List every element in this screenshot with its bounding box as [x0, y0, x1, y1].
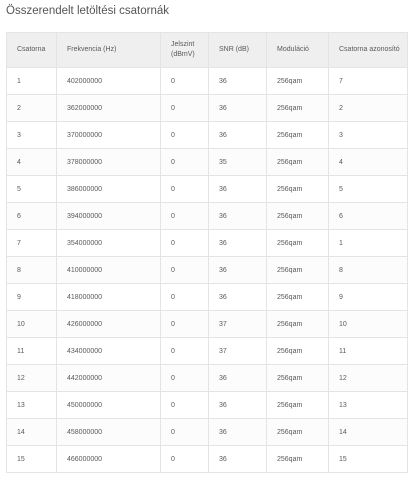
cell-power: 0	[161, 203, 209, 230]
cell-frequency: 410000000	[57, 257, 161, 284]
cell-channel: 9	[7, 284, 57, 311]
cell-channel-id: 6	[329, 203, 408, 230]
cell-modulation: 256qam	[267, 257, 329, 284]
section-title: Összerendelt letöltési csatornák	[6, 5, 169, 17]
cell-channel: 14	[7, 419, 57, 446]
cell-frequency: 450000000	[57, 392, 161, 419]
cell-power: 0	[161, 149, 209, 176]
cell-channel-id: 11	[329, 338, 408, 365]
cell-snr: 36	[209, 257, 267, 284]
cell-power: 0	[161, 95, 209, 122]
header-power	[161, 33, 209, 68]
cell-modulation: 256qam	[267, 203, 329, 230]
cell-channel-id: 1	[329, 230, 408, 257]
cell-snr: 36	[209, 203, 267, 230]
table-row	[7, 311, 408, 338]
table-header	[7, 33, 408, 68]
cell-channel: 6	[7, 203, 57, 230]
cell-channel: 12	[7, 365, 57, 392]
cell-channel-id: 3	[329, 122, 408, 149]
header-channel-id: Csatorna azonosító	[329, 33, 408, 68]
cell-channel: 5	[7, 176, 57, 203]
cell-snr: 36	[209, 95, 267, 122]
cell-frequency: 354000000	[57, 230, 161, 257]
table-row	[7, 203, 408, 230]
cell-modulation: 256qam	[267, 176, 329, 203]
cell-channel-id: 10	[329, 311, 408, 338]
cell-snr: 36	[209, 230, 267, 257]
cell-modulation: 256qam	[267, 446, 329, 473]
cell-frequency: 378000000	[57, 149, 161, 176]
table-row	[7, 446, 408, 473]
cell-power: 0	[161, 176, 209, 203]
cell-power: 0	[161, 68, 209, 95]
cell-modulation: 256qam	[267, 392, 329, 419]
cell-channel: 11	[7, 338, 57, 365]
cell-channel: 1	[7, 68, 57, 95]
cell-modulation: 256qam	[267, 122, 329, 149]
cell-snr: 37	[209, 311, 267, 338]
cell-frequency: 370000000	[57, 122, 161, 149]
cell-modulation: 256qam	[267, 365, 329, 392]
cell-power: 0	[161, 365, 209, 392]
cell-power: 0	[161, 230, 209, 257]
cell-frequency: 394000000	[57, 203, 161, 230]
cell-channel-id: 8	[329, 257, 408, 284]
cell-modulation: 256qam	[267, 95, 329, 122]
cell-channel: 15	[7, 446, 57, 473]
cell-channel: 7	[7, 230, 57, 257]
cell-modulation: 256qam	[267, 338, 329, 365]
cell-channel-id: 15	[329, 446, 408, 473]
table-row	[7, 176, 408, 203]
cell-snr: 36	[209, 446, 267, 473]
cell-snr: 36	[209, 365, 267, 392]
cell-modulation: 256qam	[267, 149, 329, 176]
table-row	[7, 257, 408, 284]
cell-frequency: 386000000	[57, 176, 161, 203]
cell-channel-id: 14	[329, 419, 408, 446]
cell-channel: 8	[7, 257, 57, 284]
cell-channel: 13	[7, 392, 57, 419]
cell-snr: 36	[209, 176, 267, 203]
cell-modulation: 256qam	[267, 311, 329, 338]
cell-power: 0	[161, 446, 209, 473]
cell-modulation: 256qam	[267, 230, 329, 257]
cell-modulation: 256qam	[267, 284, 329, 311]
cell-frequency: 362000000	[57, 95, 161, 122]
cell-snr: 36	[209, 392, 267, 419]
table-row	[7, 284, 408, 311]
header-power-line2: (dBmV)	[171, 51, 195, 58]
cell-frequency: 426000000	[57, 311, 161, 338]
table-row	[7, 149, 408, 176]
cell-frequency: 402000000	[57, 68, 161, 95]
cell-power: 0	[161, 284, 209, 311]
cell-modulation: 256qam	[267, 68, 329, 95]
cell-frequency: 458000000	[57, 419, 161, 446]
cell-snr: 36	[209, 68, 267, 95]
header-modulation: Moduláció	[267, 33, 329, 68]
table-row	[7, 419, 408, 446]
cell-channel-id: 7	[329, 68, 408, 95]
table-row	[7, 392, 408, 419]
cell-channel: 2	[7, 95, 57, 122]
cell-power: 0	[161, 419, 209, 446]
cell-channel-id: 9	[329, 284, 408, 311]
cell-snr: 37	[209, 338, 267, 365]
header-channel: Csatorna	[7, 33, 57, 68]
cell-snr: 36	[209, 284, 267, 311]
table-header-row	[7, 33, 408, 68]
cell-channel-id: 12	[329, 365, 408, 392]
cell-channel-id: 5	[329, 176, 408, 203]
table-row	[7, 230, 408, 257]
header-snr: SNR (dB)	[209, 33, 267, 68]
cell-channel-id: 4	[329, 149, 408, 176]
cell-frequency: 418000000	[57, 284, 161, 311]
header-power-line1: Jelszint	[171, 41, 195, 48]
table-row	[7, 68, 408, 95]
table-body	[7, 68, 408, 473]
cell-channel: 4	[7, 149, 57, 176]
downstream-channels-table	[6, 32, 408, 473]
cell-frequency: 442000000	[57, 365, 161, 392]
cell-frequency: 466000000	[57, 446, 161, 473]
table-row	[7, 95, 408, 122]
cell-power: 0	[161, 257, 209, 284]
cell-power: 0	[161, 338, 209, 365]
cell-power: 0	[161, 392, 209, 419]
table-row	[7, 338, 408, 365]
cell-snr: 36	[209, 122, 267, 149]
cell-snr: 35	[209, 149, 267, 176]
cell-modulation: 256qam	[267, 419, 329, 446]
table-row	[7, 365, 408, 392]
cell-channel: 10	[7, 311, 57, 338]
header-frequency: Frekvencia (Hz)	[57, 33, 161, 68]
table-row	[7, 122, 408, 149]
cell-channel-id: 13	[329, 392, 408, 419]
cell-frequency: 434000000	[57, 338, 161, 365]
cell-power: 0	[161, 311, 209, 338]
cell-channel: 3	[7, 122, 57, 149]
cell-snr: 36	[209, 419, 267, 446]
cell-channel-id: 2	[329, 95, 408, 122]
cell-power: 0	[161, 122, 209, 149]
